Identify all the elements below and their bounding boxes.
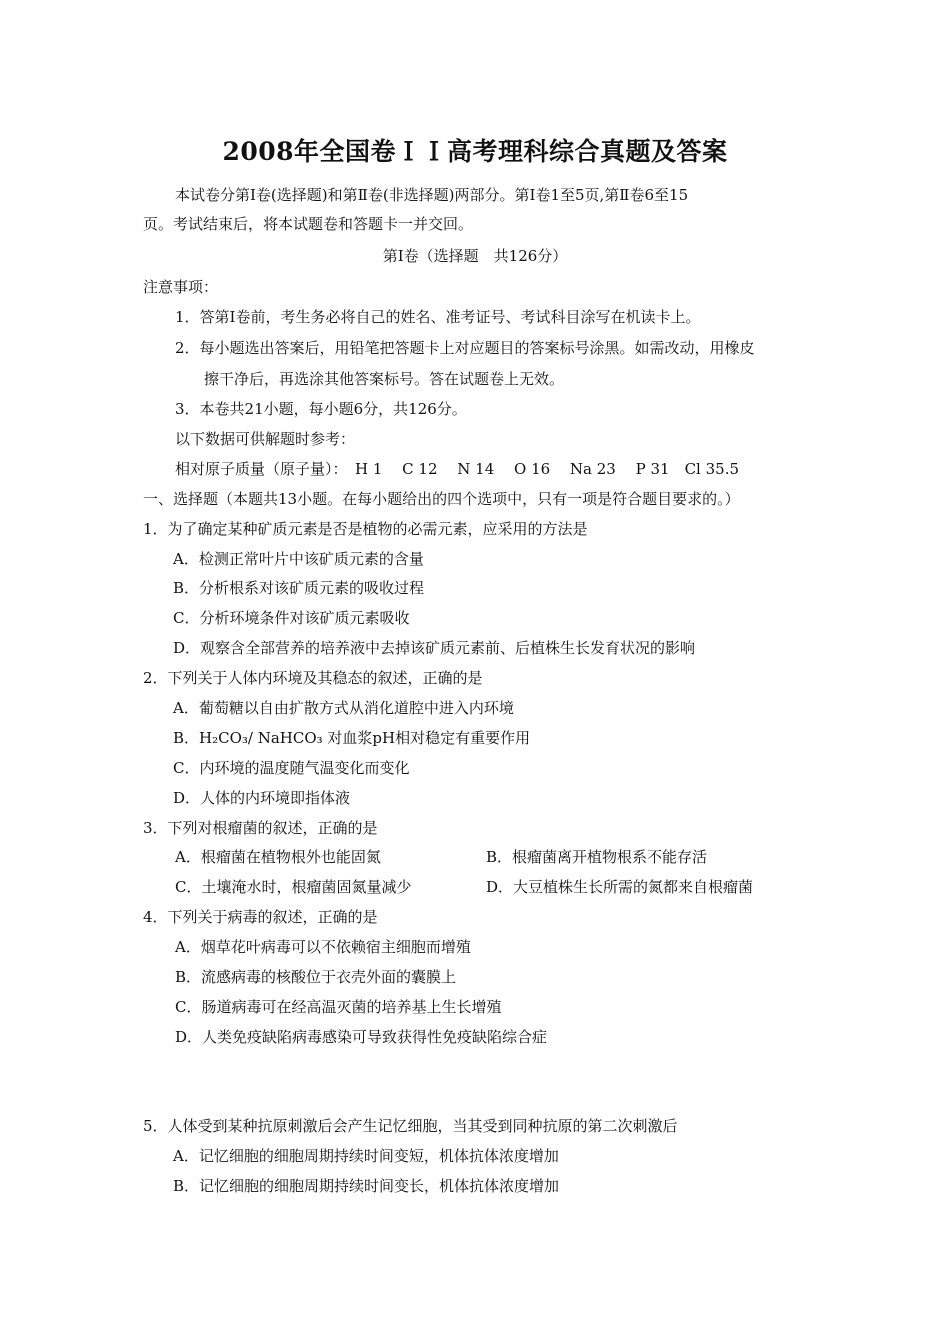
question-4-option-c: C．肠道病毒可在经高温灭菌的培养基上生长增殖 [175,998,502,1016]
question-4-stem: 4．下列关于病毒的叙述，正确的是 [143,908,378,926]
question-2-option-b: B．H₂CO₃/ NaHCO₃ 对血浆pH相对稳定有重要作用 [173,729,531,747]
question-2-option-c: C．内环境的温度随气温变化而变化 [173,759,410,777]
page-title: 2008年全国卷ＩＩ高考理科综合真题及答案 [222,137,728,166]
question-5-option-b: B．记忆细胞的细胞周期持续时间变长，机体抗体浓度增加 [173,1177,560,1195]
question-3-stem: 3．下列对根瘤菌的叙述，正确的是 [143,819,378,837]
question-5-stem: 5．人体受到某种抗原刺激后会产生记忆细胞，当其受到同种抗原的第二次刺激后 [143,1117,678,1135]
question-1-option-b: B．分析根系对该矿质元素的吸收过程 [173,579,425,597]
atomic-mass-line: 相对原子质量（原子量）： H 1 C 12 N 14 O 16 Na 23 P 31 Cl 35.5 [175,460,740,478]
question-4-option-a: A．烟草花叶病毒可以不依赖宿主细胞而增殖 [175,938,471,956]
section-heading: 一、选择题（本题共13小题。在每小题给出的四个选项中，只有一项是符合题目要求的。） [143,490,740,508]
notes-heading: 注意事项： [143,278,219,296]
question-4-option-d: D．人类免疫缺陷病毒感染可导致获得性免疫缺陷综合症 [175,1028,548,1046]
question-1-option-c: C．分析环境条件对该矿质元素吸收 [173,609,410,627]
notes-item-1: 1．答第Ⅰ卷前，考生务必将自己的姓名、准考证号、考试科目涂写在机读卡上。 [175,308,701,326]
question-1-option-d: D．观察含全部营养的培养液中去掉该矿质元素前、后植株生长发育状况的影响 [173,639,696,657]
intro-line-2: 页。考试结束后，将本试题卷和答题卡一并交回。 [143,215,474,233]
question-3-option-c: C．土壤淹水时，根瘤菌固氮量减少 [175,878,412,896]
question-5-option-a: A．记忆细胞的细胞周期持续时间变短，机体抗体浓度增加 [173,1147,559,1165]
notes-item-2: 2．每小题选出答案后，用铅笔把答题卡上对应题目的答案标号涂黑。如需改动，用橡皮 [175,339,755,357]
question-3-option-d: D．大豆植株生长所需的氮都来自根瘤菌 [486,878,754,896]
question-2-option-d: D．人体的内环境即指体液 [173,789,351,807]
question-1-stem: 1．为了确定某种矿质元素是否是植物的必需元素，应采用的方法是 [143,520,588,538]
intro-line-1: 本试卷分第Ⅰ卷(选择题)和第Ⅱ卷(非选择题)两部分。第Ⅰ卷1至5页,第Ⅱ卷6至15 [175,186,689,204]
question-4-option-b: B．流感病毒的核酸位于衣壳外面的囊膜上 [175,968,457,986]
question-3-option-b: B．根瘤菌离开植物根系不能存活 [486,848,708,866]
question-2-stem: 2．下列关于人体内环境及其稳态的叙述，正确的是 [143,669,483,687]
notes-item-3: 3．本卷共21小题，每小题6分，共126分。 [175,400,467,418]
notes-item-2-cont: 擦干净后，再选涂其他答案标号。答在试题卷上无效。 [204,370,565,388]
question-2-option-a: A．葡萄糖以自由扩散方式从消化道腔中进入内环境 [173,699,514,717]
question-1-option-a: A．检测正常叶片中该矿质元素的含量 [173,550,424,568]
question-3-option-a: A．根瘤菌在植物根外也能固氮 [175,848,381,866]
reference-data-note: 以下数据可供解题时参考： [175,430,356,448]
volume-heading: 第Ⅰ卷（选择题 共126分） [382,247,568,265]
